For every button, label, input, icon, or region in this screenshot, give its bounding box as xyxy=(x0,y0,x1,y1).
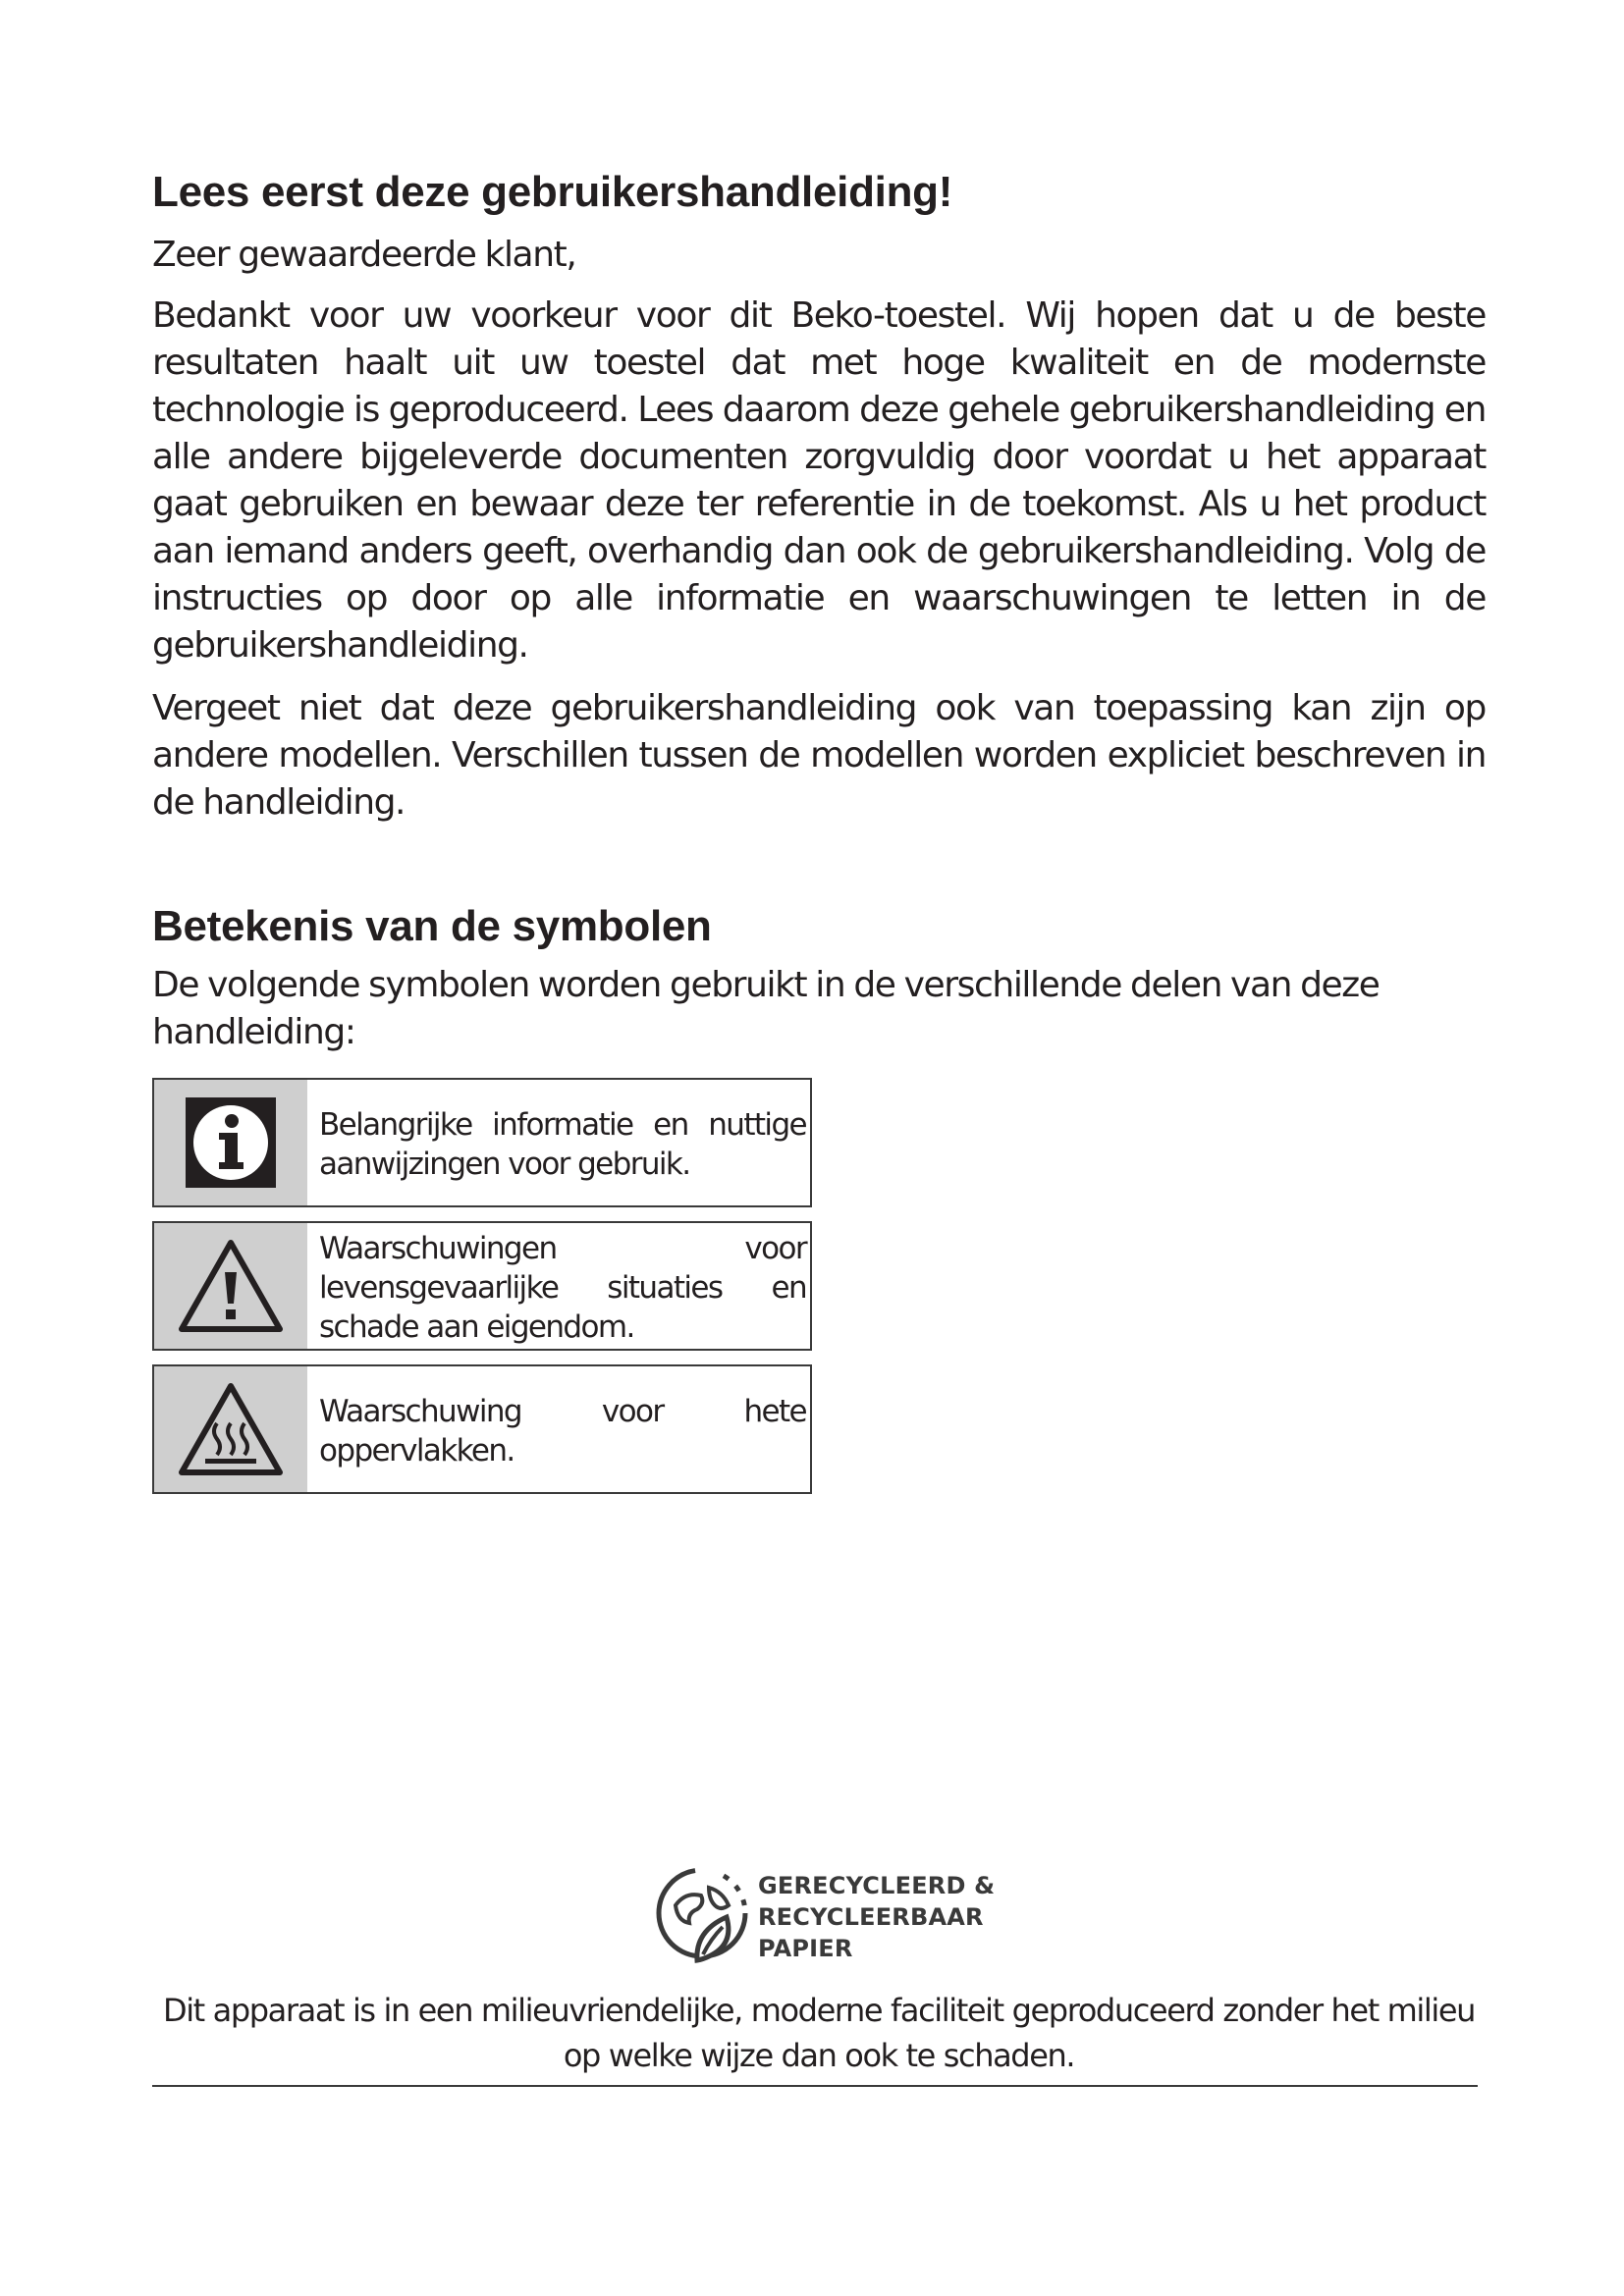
symbol-text-info: Belangrijke informatie en nuttige aanwijzingen voor gebruik. xyxy=(319,1107,806,1182)
recycled-paper-badge xyxy=(648,1858,1001,1976)
recycled-line-1: GERECYCLEERD & xyxy=(758,1872,996,1899)
environment-footer-text: Dit apparaat is in een milieuvriendelijke, moderne faciliteit geproduceerd zonder het milieu op welke wijze dan ook te schaden. xyxy=(162,1992,1476,2074)
models-paragraph: Vergeet niet dat deze gebruikershandleiding ook van toepassing kan zijn op andere modellen. Verschillen tussen de modellen worden expliciet beschreven in de handleiding. xyxy=(152,688,1486,823)
recycled-globe-leaf-icon xyxy=(648,1858,756,1974)
symbol-row-hot-surface xyxy=(152,1364,812,1494)
recycled-paper-label xyxy=(758,1870,995,1964)
manual-page xyxy=(152,165,1486,1508)
hot-surface-icon xyxy=(154,1366,307,1492)
footer-divider xyxy=(152,2085,1478,2087)
warning-icon xyxy=(154,1223,307,1349)
symbol-row-warning xyxy=(152,1221,812,1351)
info-icon xyxy=(154,1080,307,1205)
symbol-row-info xyxy=(152,1078,812,1207)
recycled-line-3: PAPIER xyxy=(758,1935,853,1962)
symbols-heading: Betekenis van de symbolen xyxy=(152,902,712,950)
symbols-table xyxy=(152,1078,812,1494)
symbols-intro: De volgende symbolen worden gebruikt in de verschillende delen van deze handleiding: xyxy=(152,965,1380,1052)
intro-paragraph: Bedankt voor uw voorkeur voor dit Beko-toestel. Wij hopen dat u de beste resultaten haalt uit uw toestel dat met hoge kwaliteit en de modernste technologie is geproduceerd. Lees daarom deze gehele gebruikershandleiding en alle andere bijgeleverde documenten zorgvuldig door voordat u het apparaat gaat gebruiken en bewaar deze ter referentie in de toekomst. Als u het product aan iemand anders geeft, overhandig dan ook de gebruikershandleiding. Volg de instructies op door op alle informatie en waarschuwingen te letten in de gebruikershandleiding. xyxy=(152,295,1486,666)
recycled-line-2: RECYCLEERBAAR xyxy=(758,1903,984,1931)
page-title: Lees eerst deze gebruikershandleiding! xyxy=(152,168,953,216)
greeting: Zeer gewaardeerde klant, xyxy=(152,235,576,275)
symbol-text-hot-surface: Waarschuwing voor hete oppervlakken. xyxy=(319,1394,806,1468)
symbol-text-warning: Waarschuwingen voor levensgevaarlijke situaties en schade aan eigendom. xyxy=(319,1231,806,1345)
